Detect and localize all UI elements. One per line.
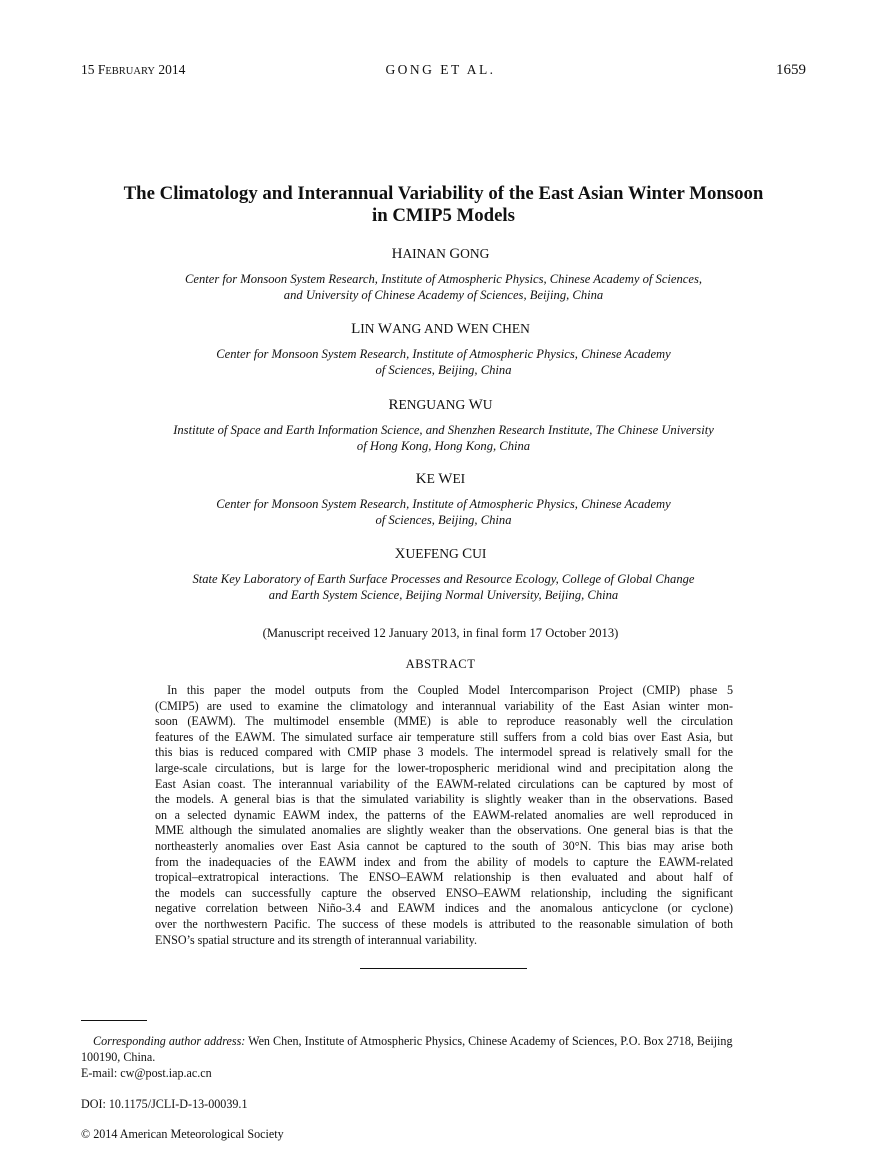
author-name: LIN WANG AND WEN CHEN (351, 321, 530, 337)
abstract-line: tropical–extratropical interactions. The ENSO–EAWM relationship is then evaluated and about half of (155, 870, 733, 885)
abstract-body (155, 683, 733, 948)
abstract-line: (CMIP5) are used to examine the climatology and interannual variability of the East Asian winter mon- (155, 698, 733, 713)
abstract-line: from the inadequacies of the EAWM index and from the ability of models to capture the EAWM-related (155, 854, 733, 869)
running-date: 15 FEBRUARY 2014 (81, 62, 186, 77)
author-affiliation: Center for Monsoon System Research, Institute of Atmospheric Physics, Chinese Academy of Sciences, and University of Chinese Academy of Sciences, Beijing, China (184, 272, 703, 302)
abstract-line: the models can successfully capture the observed ENSO–EAWM relationship, including the significant (155, 885, 733, 900)
abstract-line: negative correlation between Niño-3.4 and EAWM indices and the anomalous anticyclone (or cyclone) (155, 901, 733, 916)
corresponding-author-footnote (81, 1033, 807, 1081)
title-line-1: The Climatology and Interannual Variability of the East Asian Winter Monsoon (123, 183, 764, 204)
abstract-line: In this paper the model outputs from the Coupled Model Intercomparison Project (CMIP) phase 5 (155, 683, 733, 697)
abstract-line: MME although the simulated anomalies are slightly weaker than the observations. One general bias is that the (155, 823, 733, 838)
abstract-heading: ABSTRACT (405, 657, 476, 671)
abstract-line: ENSO’s spatial structure and its strength of interannual variability. (155, 932, 477, 947)
page-number: 1659 (776, 62, 806, 78)
doi: DOI: 10.1175/JCLI-D-13-00039.1 (81, 1097, 248, 1111)
running-authors: GONG ET AL. (385, 62, 496, 77)
footnote-label: Corresponding author address: (93, 1034, 246, 1048)
author-name: KE WEI (415, 471, 466, 487)
section-divider (360, 968, 527, 969)
abstract-line: over the northwestern Pacific. The success of these models is attributed to the reasonable simulation of both (155, 916, 733, 931)
author-affiliation: Center for Monsoon System Research, Institute of Atmospheric Physics, Chinese Academy of Sciences, Beijing, China (216, 347, 671, 377)
author-affiliation: Institute of Space and Earth Information Science, and Shenzhen Research Institute, The Chinese University of Hong Kong, Hong Kong, China (173, 423, 714, 453)
abstract-line: features of the EAWM. The simulated surface air temperature still suffers from a cold bias over East Asia, but (155, 729, 733, 744)
author-name: RENGUANG WU (388, 397, 493, 413)
footnote-address-cont: 100190, China. (81, 1050, 156, 1064)
paper-title (80, 183, 807, 227)
abstract-line: large-scale circulations, but is large for the lower-tropospheric meridional wind and precipitation along the (155, 760, 733, 775)
copyright: © 2014 American Meteorological Society (81, 1127, 284, 1141)
author-name: XUEFENG CUI (394, 546, 487, 562)
author-affiliation: Center for Monsoon System Research, Institute of Atmospheric Physics, Chinese Academy of Sciences, Beijing, China (216, 497, 671, 527)
author-affiliation: State Key Laboratory of Earth Surface Processes and Resource Ecology, College of Global Change and Earth System Science, Beijing Normal University, Beijing, China (192, 572, 695, 602)
abstract-line: this bias is reduced compared with CMIP phase 3 models. The intermodel spread is relatively small for the (155, 745, 733, 760)
footnote-email: E-mail: cw@post.iap.ac.cn (81, 1066, 212, 1080)
title-line-2: in CMIP5 Models (372, 205, 515, 226)
abstract-line: on a selected dynamic EAWM index, the patterns of the EAWM-related anomalies are well reproduced in (155, 807, 733, 822)
abstract-line: soon (EAWM). The multimodel ensemble (MME) is able to reproduce reasonably well the circulation (155, 714, 733, 729)
footnote-rule (81, 1020, 147, 1021)
manuscript-note: (Manuscript received 12 January 2013, in final form 17 October 2013) (262, 626, 619, 640)
abstract-line: northeasterly anomalies over East Asia cannot be captured to the south of 30°N. This bias may arise both (155, 838, 733, 853)
author-name: HAINAN GONG (391, 246, 490, 262)
abstract-line: East Asian coast. The interannual variability of the EAWM-related circulations can be captured by most of (155, 776, 733, 791)
footnote-address: Wen Chen, Institute of Atmospheric Physics, Chinese Academy of Sciences, P.O. Box 2718, Beijing (245, 1034, 733, 1048)
abstract-line: the models. A general bias is that the simulated variability is slightly weaker than in the observations. Based (155, 792, 733, 807)
